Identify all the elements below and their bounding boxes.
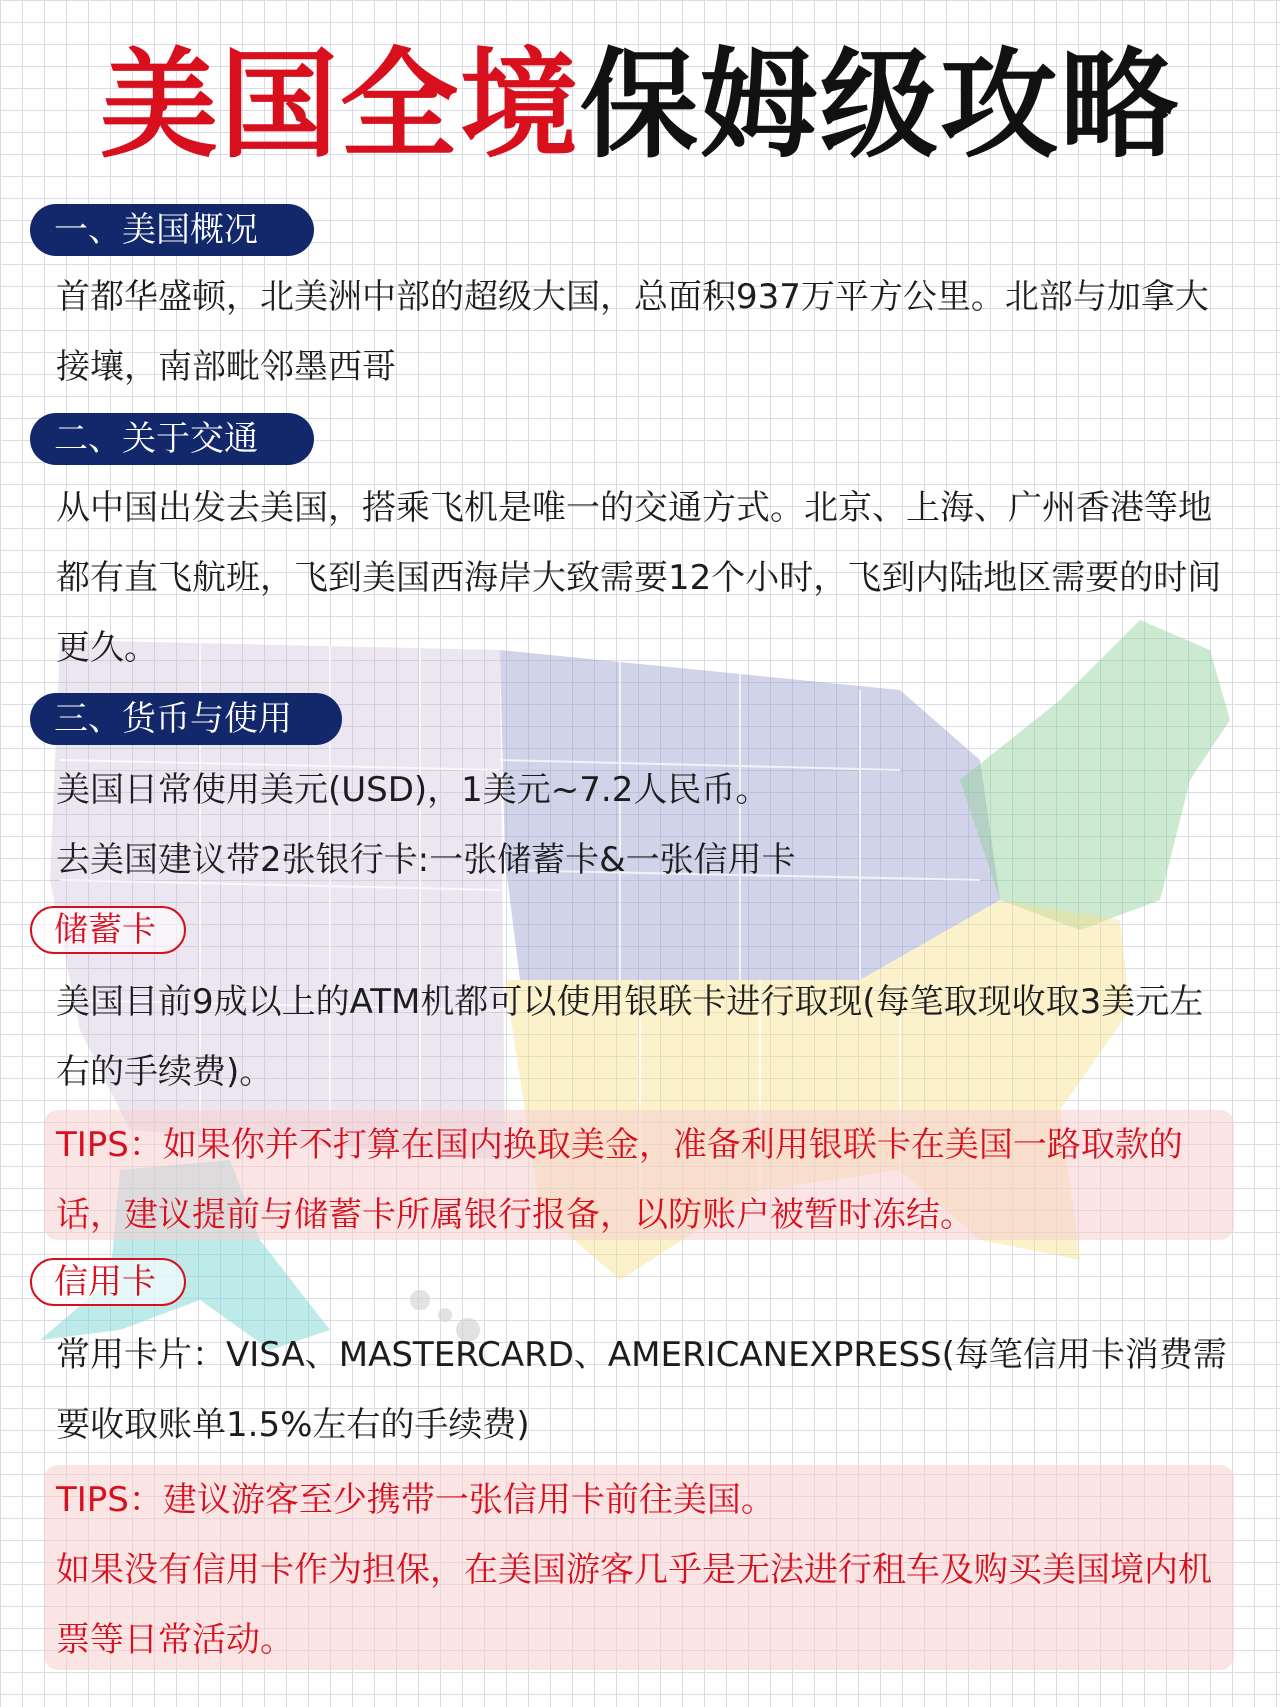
credit-card-tips-line-2: 如果没有信用卡作为担保，在美国游客几乎是无法进行租车及购买美国境内机票等日常活动。 <box>56 1550 1212 1660</box>
section-transport-heading: 二、关于交通 <box>30 413 314 465</box>
title-highlight: 美国全境 <box>99 36 580 174</box>
section-currency-heading: 三、货币与使用 <box>30 693 342 745</box>
page-title <box>0 36 1280 174</box>
credit-card-text: 常用卡片：VISA、MASTERCARD、AMERICANEXPRESS(每笔信用卡消费需要收取账单1.5%左右的手续费) <box>56 1335 1227 1445</box>
transport-text: 从中国出发去美国，搭乘飞机是唯一的交通方式。北京、上海、广州香港等地都有直飞航班，飞到美国西海岸大致需要12个小时，飞到内陆地区需要的时间更久。 <box>56 488 1222 668</box>
debit-card-tips <box>44 1110 1234 1240</box>
overview-text: 首都华盛顿，北美洲中部的超级大国，总面积937万平方公里。北部与加拿大接壤，南部毗邻墨西哥 <box>56 277 1209 387</box>
credit-card-tips <box>44 1465 1234 1670</box>
credit-card-tag: 信用卡 <box>30 1258 186 1306</box>
debit-card-tips-text: TIPS：如果你并不打算在国内换取美金，准备利用银联卡在美国一路取款的话，建议提前与储蓄卡所属银行报备，以防账户被暂时冻结。 <box>56 1125 1183 1235</box>
currency-line-1: 美国日常使用美元(USD)，1美元~7.2人民币。 <box>56 770 770 810</box>
currency-line-2: 去美国建议带2张银行卡:一张储蓄卡&一张信用卡 <box>56 840 796 880</box>
credit-card-tips-line-1: TIPS：建议游客至少携带一张信用卡前往美国。 <box>56 1480 775 1520</box>
debit-card-text: 美国目前9成以上的ATM机都可以使用银联卡进行取现(每笔取现收取3美元左右的手续费)。 <box>56 982 1204 1092</box>
section-overview-heading: 一、美国概况 <box>30 204 314 256</box>
debit-card-tag: 储蓄卡 <box>30 906 186 954</box>
title-rest: 保姆级攻略 <box>580 36 1181 174</box>
